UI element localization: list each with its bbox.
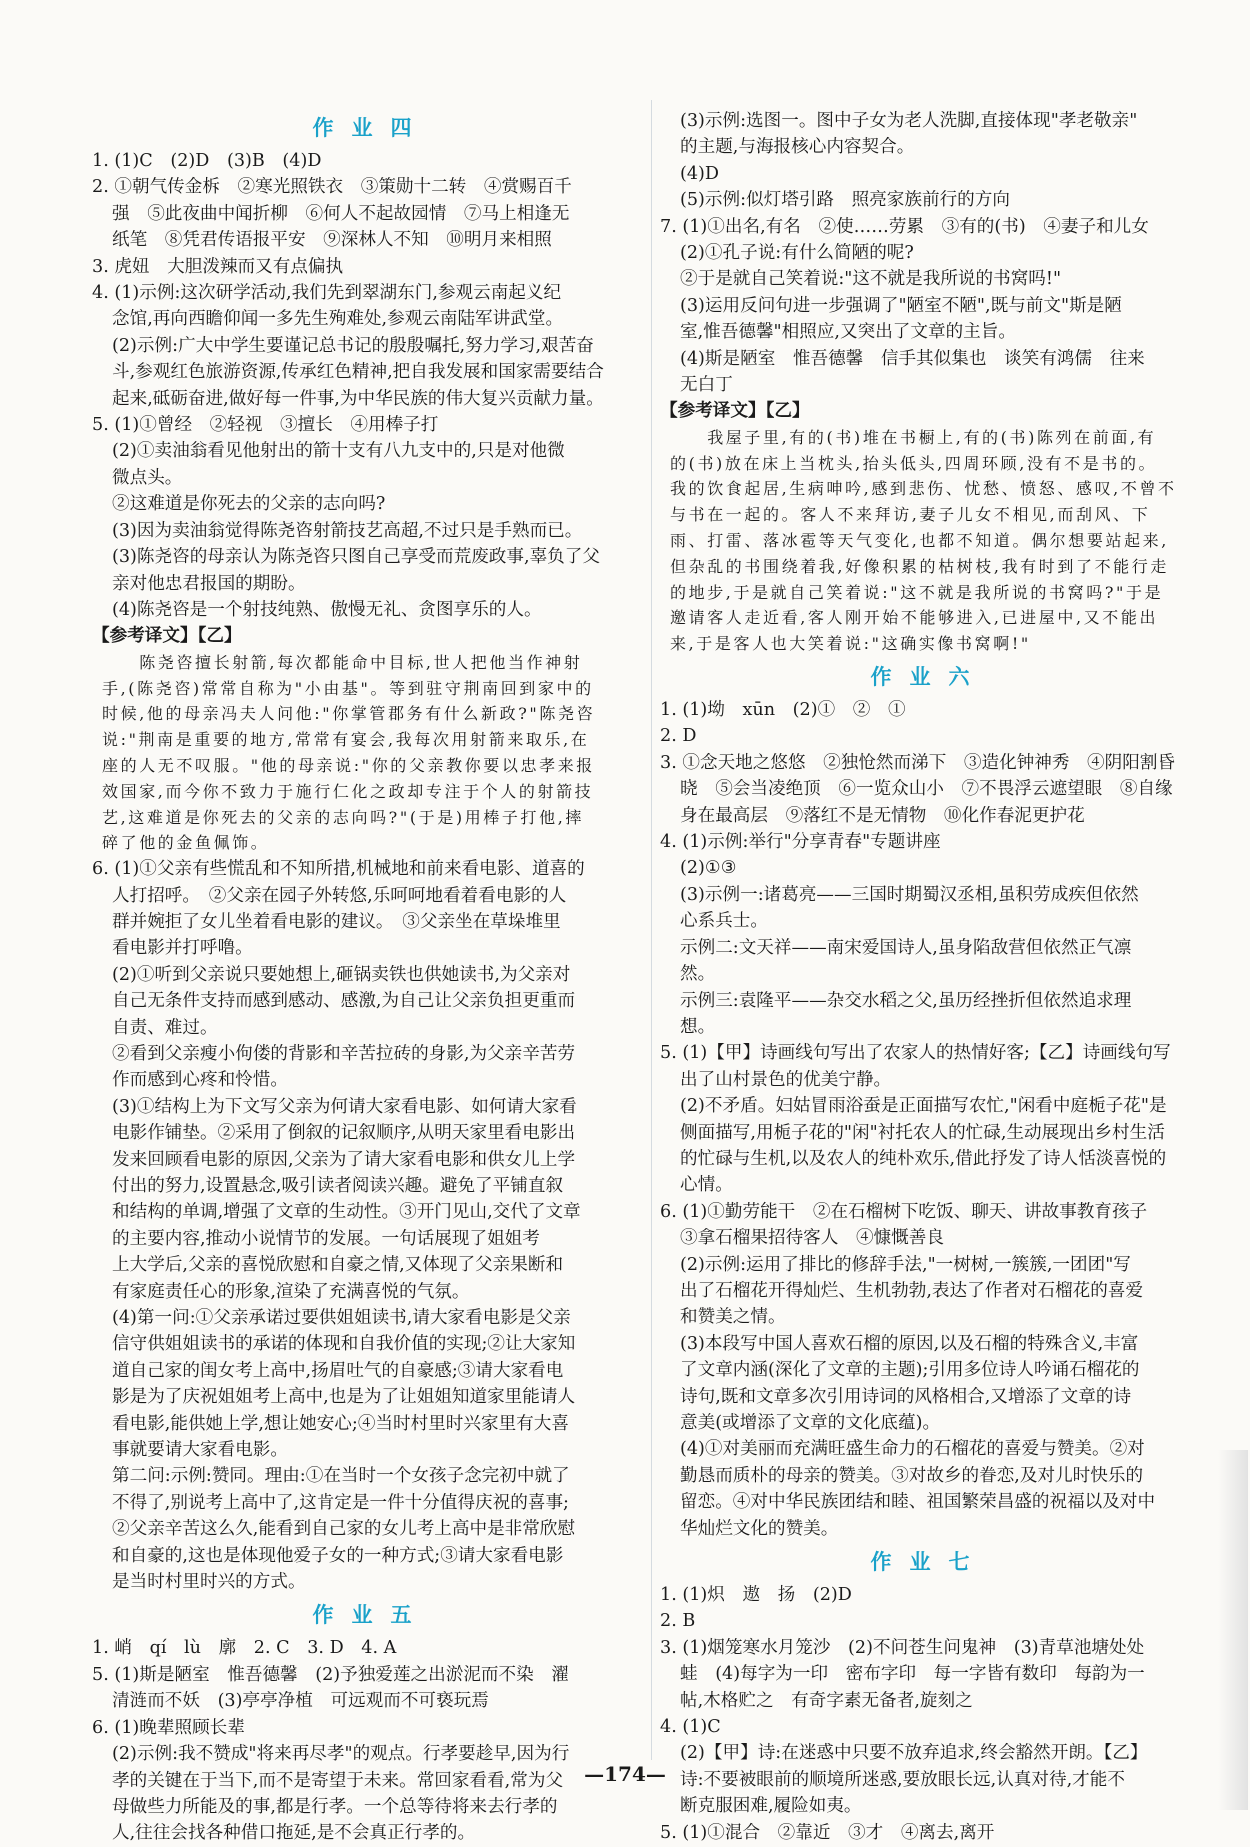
answer-line: 上大学后,父亲的喜悦欣慰和自豪之情,又体现了父亲果断和: [112, 1255, 564, 1276]
reference-translation-label: 【参考译文】【乙】: [92, 625, 242, 647]
answer-line: 勤恳而质朴的母亲的赞美。③对故乡的眷恋,及对儿时快乐的: [680, 1465, 1144, 1486]
answer-line: 1. (1)坳 xūn (2)① ② ①: [660, 700, 906, 721]
answer-line: (3)陈尧咨的母亲认为陈尧咨只图自己享受而荒废政事,辜负了父: [112, 547, 600, 568]
answer-line: (4)D: [680, 163, 720, 184]
section-title: 作业四: [312, 115, 430, 140]
column-divider: [651, 100, 652, 1760]
answer-line: 发来回顾看电影的原因,父亲为了请大家看电影和供女儿上学: [112, 1149, 576, 1170]
answer-line: ②于是就自己笑着说:"这不就是我所说的书窝吗!": [680, 269, 1062, 290]
answer-line: 亲对他忠君报国的期盼。: [112, 573, 306, 594]
translation-line: 的地步,于是就自己笑着说:"这不就是我所说的书窝吗?"于是: [670, 582, 1164, 602]
answer-line: 了文章内涵(深化了文章的主题);引用多位诗人吟诵石榴花的: [680, 1360, 1140, 1381]
answer-line: 诗:不要被眼前的顺境所迷惑,要放眼长远,认真对待,才能不: [680, 1769, 1125, 1790]
answer-line: 7. (1)①出名,有名 ②使……劳累 ③有的(书) ④妻子和儿女: [660, 216, 1149, 237]
answer-line: 3. ①念天地之悠悠 ②独怆然而涕下 ③造化钟神秀 ④阴阳割昏: [660, 752, 1176, 773]
answer-line: 是当时村里时兴的方式。: [112, 1572, 306, 1593]
answer-line: 的忙碌与生机,以及农人的纯朴欢乐,借此抒发了诗人恬淡喜悦的: [680, 1148, 1167, 1169]
answer-line: 1. (1)C (2)D (3)B (4)D: [92, 151, 322, 171]
answer-line: 2. ①朝气传金柝 ②寒光照铁衣 ③策勋十二转 ④赏赐百千: [92, 177, 572, 198]
answer-line: (2)示例:广大中学生要谨记总书记的殷殷嘱托,努力学习,艰苦奋: [112, 335, 594, 356]
translation-line: 我的饮食起居,生病呻吟,感到悲伤、忧愁、愤怒、感叹,不曾不: [670, 479, 1177, 499]
answer-line: (4)第一问:①父亲承诺过要供姐姐读书,请大家看电影是父亲: [112, 1308, 571, 1328]
answer-line: (2)①③: [680, 858, 737, 879]
answer-line: 人,往往会找各种借口拖延,是不会真正行孝的。: [112, 1823, 476, 1844]
answer-line: 3. 虎妞 大胆泼辣而又有点偏执: [92, 256, 344, 277]
left-column: [92, 108, 650, 1847]
answer-line: 6. (1)①勤劳能干 ②在石榴树下吃饭、聊天、讲故事教育孩子: [660, 1201, 1148, 1222]
answer-line: 影是为了庆祝姐姐考上高中,也是为了让姐姐知道家里能请人: [112, 1387, 576, 1408]
page-edge-shadow: [1218, 1450, 1248, 1810]
answer-line: (3)①结构上为下文写父亲为何请大家看电影、如何请大家看: [112, 1096, 577, 1117]
answer-line: ③拿石榴果招待客人 ④慷慨善良: [680, 1228, 944, 1249]
answer-line: 华灿烂文化的赞美。: [680, 1518, 839, 1539]
answer-line: (2)不矛盾。妇姑冒雨浴蚕是正面描写农忙,"闲看中庭栀子花"是: [680, 1096, 1167, 1117]
translation-line: 座的人无不叹服。"他的母亲说:"你的父亲教你要以忠孝来报: [102, 755, 595, 775]
answer-line: 母做些力所能及的事,都是行孝。一个总等待将来去行孝的: [112, 1796, 558, 1817]
answer-line: 4. (1)示例:这次研学活动,我们先到翠湖东门,参观云南起义纪: [92, 283, 562, 304]
answer-line: ②这难道是你死去的父亲的志向吗?: [112, 494, 386, 515]
answer-line: 留恋。④对中华民族团结和睦、祖国繁荣昌盛的祝福以及对中: [680, 1492, 1156, 1513]
answer-line: 出了石榴花开得灿烂、生机勃勃,表达了作者对石榴花的喜爱: [680, 1280, 1144, 1301]
answer-line: 不得了,别说考上高中了,这肯定是一件十分值得庆祝的喜事;: [112, 1492, 569, 1513]
answer-line: 4. (1)C: [660, 1717, 721, 1738]
translation-line: 我屋子里,有的(书)堆在书橱上,有的(书)陈列在前面,有: [670, 427, 1157, 447]
answer-line: (4)陈尧咨是一个射技纯熟、傲慢无礼、贪图享乐的人。: [112, 599, 542, 620]
answer-line: 晓 ⑤会当凌绝顶 ⑥一览众山小 ⑦不畏浮云遮望眼 ⑧自缘: [680, 779, 1173, 800]
translation-line: 的(书)放在床上当枕头,抬头低头,四周环顾,没有不是书的。: [670, 453, 1158, 473]
answer-line: 纸笔 ⑧凭君传语报平安 ⑨深林人不知 ⑩明月来相照: [112, 230, 552, 251]
answer-line: 有家庭责任心的形象,渲染了充满喜悦的气氛。: [112, 1281, 470, 1302]
answer-line: 的主题,与海报核心内容契合。: [680, 137, 915, 158]
answer-line: 孝的关键在于当下,而不是寄望于未来。常回家看看,常为父: [112, 1770, 564, 1791]
translation-line: 但杂乱的书围绕着我,好像积累的枯树枝,我有时到了不能行走: [670, 556, 1169, 576]
answer-line: 3. (1)烟笼寒水月笼沙 (2)不问苍生问鬼神 (3)青草池塘处处: [660, 1637, 1145, 1658]
answer-line: 1. (1)炽 遨 扬 (2)D: [660, 1585, 852, 1606]
answer-line: 事就要请大家看电影。: [112, 1440, 288, 1461]
section-title: 作业五: [312, 1602, 430, 1628]
translation-line: 邀请客人走近看,客人刚开始不能够进入,已进屋中,又不能出: [670, 608, 1159, 628]
answer-line: 诗句,既和文章多次引用诗词的风格相合,又增添了文章的诗: [680, 1386, 1132, 1407]
answer-line: 和赞美之情。: [680, 1307, 786, 1328]
answer-line: 第二问:示例:赞同。理由:①在当时一个女孩子念完初中就了: [112, 1466, 570, 1487]
answer-line: 6. (1)①父亲有些慌乱和不知所措,机械地和前来看电影、道喜的: [92, 859, 585, 880]
translation-line: 来,于是客人也大笑着说:"这确实像书窝啊!": [670, 634, 1031, 654]
answer-line: 自己无条件支持而感到感动、感激,为自己让父亲负担更重而: [112, 991, 576, 1012]
answer-line: 4. (1)示例:举行"分享青春"专题讲座: [660, 832, 941, 853]
answer-line: 5. (1)斯是陋室 惟吾德馨 (2)予独爱莲之出淤泥而不染 濯: [92, 1664, 569, 1685]
answer-line: 5. (1)①曾经 ②轻视 ③擅长 ④用棒子打: [92, 415, 439, 436]
answer-line: (5)示例:似灯塔引路 照亮家族前行的方向: [680, 190, 1010, 211]
answer-line: 无白丁: [680, 375, 733, 396]
answer-line: 清涟而不妖 (3)亭亭净植 可远观而不可亵玩焉: [112, 1691, 489, 1712]
answer-line: 5. (1)①混合 ②靠近 ③才 ④离去,离开: [660, 1822, 995, 1843]
answer-line: 示例三:袁隆平——杂交水稻之父,虽历经挫折但依然追求理: [680, 990, 1132, 1011]
translation-line: 与书在一起的。客人不来拜访,妻子儿女不相见,而刮风、下: [670, 505, 1151, 525]
answer-line: 看电影并打呼噜。: [112, 938, 253, 959]
answer-line: (4)①对美丽而充满旺盛生命力的石榴花的喜爱与赞美。②对: [680, 1439, 1145, 1460]
answer-line: 付出的努力,设置悬念,吸引读者阅读兴趣。避免了平铺直叙: [112, 1175, 564, 1196]
answer-line: (3)示例一:诸葛亮——三国时期蜀汉丞相,虽积劳成疾但依然: [680, 884, 1139, 905]
answer-line: 帖,木格贮之 有奇字素无备者,旋刻之: [680, 1690, 973, 1711]
answer-line: 然。: [680, 964, 716, 985]
answer-line: 侧面描写,用栀子花的"闲"衬托农人的忙碌,生动展现出乡村生活: [680, 1122, 1165, 1143]
answer-line: 信守供姐姐读书的承诺的体现和自我价值的实现;②让大家知: [112, 1334, 576, 1355]
answer-line: (2)示例:我不赞成"将来再尽孝"的观点。行孝要趁早,因为行: [112, 1744, 570, 1765]
answer-line: (3)因为卖油翁觉得陈尧咨射箭技艺高超,不过只是手熟而已。: [112, 520, 583, 541]
answer-line: (3)运用反问句进一步强调了"陋室不陋",既与前文"斯是陋: [680, 295, 1122, 316]
page-number: —174—: [584, 1762, 666, 1786]
answer-line: 身在最高层 ⑨落红不是无情物 ⑩化作春泥更护花: [680, 805, 1085, 826]
answer-line: 人打招呼。 ②父亲在园子外转悠,乐呵呵地看着看电影的人: [112, 885, 567, 906]
translation-line: 时候,他的母亲冯夫人问他:"你掌管郡务有什么新政?"陈尧咨: [102, 704, 596, 724]
translation-line: 说:"荆南是重要的地方,常常有宴会,我每次用射箭来取乐,在: [102, 730, 590, 750]
answer-line: 意美(或增添了文章的文化底蕴)。: [680, 1413, 941, 1434]
answer-line: 自责、难过。: [112, 1017, 218, 1038]
answer-line: 道自己家的闺女考上高中,扬眉吐气的自豪感;③请大家看电: [112, 1360, 564, 1381]
answer-line: 作而感到心疼和怜惜。: [112, 1070, 288, 1091]
answer-line: 微点头。: [112, 467, 183, 488]
reference-translation-label: 【参考译文】【乙】: [660, 400, 810, 422]
answer-line: 电影作铺垫。②采用了倒叙的记叙顺序,从明天家里看电影出: [112, 1123, 576, 1144]
answer-line: (2)①卖油翁看见他射出的箭十支有八九支中的,只是对他微: [112, 441, 565, 462]
answer-line: (2)示例:运用了排比的修辞手法,"一树树,一簇簇,一团团"写: [680, 1254, 1131, 1275]
answer-line: 断克服困难,履险如夷。: [680, 1796, 862, 1817]
answer-line: 5. (1)【甲】诗画线句写出了农家人的热情好客;【乙】诗画线句写: [660, 1043, 1171, 1064]
answer-line: 心系兵士。: [680, 911, 768, 932]
section-title: 作业七: [870, 1549, 988, 1575]
translation-line: 效国家,而今你不致力于施行仁化之政却专注于个人的射箭技: [102, 781, 594, 801]
answer-line: (2)①听到父亲说只要她想上,砸锅卖铁也供她读书,为父亲对: [112, 964, 571, 985]
translation-line: 艺,这难道是你死去的父亲的志向吗?"(于是)用棒子打他,摔: [102, 807, 584, 827]
answer-line: 室,惟吾德馨"相照应,又突出了文章的主旨。: [680, 322, 1016, 343]
answer-line: 的主要内容,推动小说情节的发展。一句话展现了姐姐考: [112, 1228, 540, 1249]
answer-line: 2. D: [660, 726, 697, 747]
answer-line: 想。: [680, 1016, 716, 1037]
answer-line: 念馆,再向西瞻仰闻一多先生殉难处,参观云南陆军讲武堂。: [112, 309, 564, 330]
answer-line: 和自豪的,这也是体现他爱子女的一种方式;③请大家看电影: [112, 1545, 564, 1566]
answer-line: (3)本段写中国人喜欢石榴的原因,以及石榴的特殊含义,丰富: [680, 1333, 1139, 1354]
answer-line: 蛙 (4)每字为一印 密布字印 每一字皆有数印 每韵为一: [680, 1664, 1145, 1685]
answer-line: 出了山村景色的优美宁静。: [680, 1069, 892, 1090]
answer-line: 心情。: [680, 1175, 733, 1196]
answer-line: ②父亲辛苦这么久,能看到自己家的女儿考上高中是非常欣慰: [112, 1519, 576, 1540]
translation-line: 碎了他的金鱼佩饰。: [102, 833, 270, 853]
answer-line: 2. B: [660, 1611, 696, 1632]
answer-line: 起来,砥砺奋进,做好每一件事,为中华民族的伟大复兴贡献力量。: [112, 388, 604, 409]
translation-line: 雨、打雷、落冰雹等天气变化,也都不知道。偶尔想要站起来,: [670, 531, 1169, 551]
section-title: 作业六: [870, 664, 988, 690]
answer-line: 和结构的单调,增强了文章的生动性。③开门见山,交代了文章: [112, 1202, 581, 1223]
answer-line: ②看到父亲瘦小佝偻的背影和辛苦拉砖的身影,为父亲辛苦劳: [112, 1043, 576, 1064]
translation-line: 陈尧咨擅长射箭,每次都能命中目标,世人把他当作神射: [102, 652, 583, 672]
right-column: [660, 108, 1198, 1846]
answer-line: 斗,参观红色旅游资源,传承红色精神,把自我发展和国家需要结合: [112, 362, 604, 383]
answer-line: (2)【甲】诗:在迷惑中只要不放弃追求,终会豁然开朗。【乙】: [680, 1743, 1148, 1764]
answer-line: (2)①孔子说:有什么简陋的呢?: [680, 243, 914, 264]
translation-line: 手,(陈尧咨)常常自称为"小由基"。等到驻守荆南回到家中的: [102, 678, 594, 698]
answer-line: (4)斯是陋室 惟吾德馨 信手其似集也 谈笑有鸿儒 往来: [680, 348, 1145, 369]
answer-line: 6. (1)晚辈照顾长辈: [92, 1717, 245, 1738]
answer-line: 1. 峭 qí lù 廓 2. C 3. D 4. A: [92, 1638, 397, 1659]
answer-line: 强 ⑤此夜曲中闻折柳 ⑥何人不起故园情 ⑦马上相逢无: [112, 203, 570, 224]
answer-line: (3)示例:选图一。图中子女为老人洗脚,直接体现"孝老敬亲": [680, 111, 1138, 131]
answer-line: 群并婉拒了女儿坐着看电影的建议。 ③父亲坐在草垛堆里: [112, 911, 561, 932]
answer-line: 看电影,能供她上学,想让她安心;④当时村里时兴家里有大喜: [112, 1413, 569, 1434]
answer-line: 示例二:文天祥——南宋爱国诗人,虽身陷敌营但依然正气凛: [680, 937, 1132, 958]
